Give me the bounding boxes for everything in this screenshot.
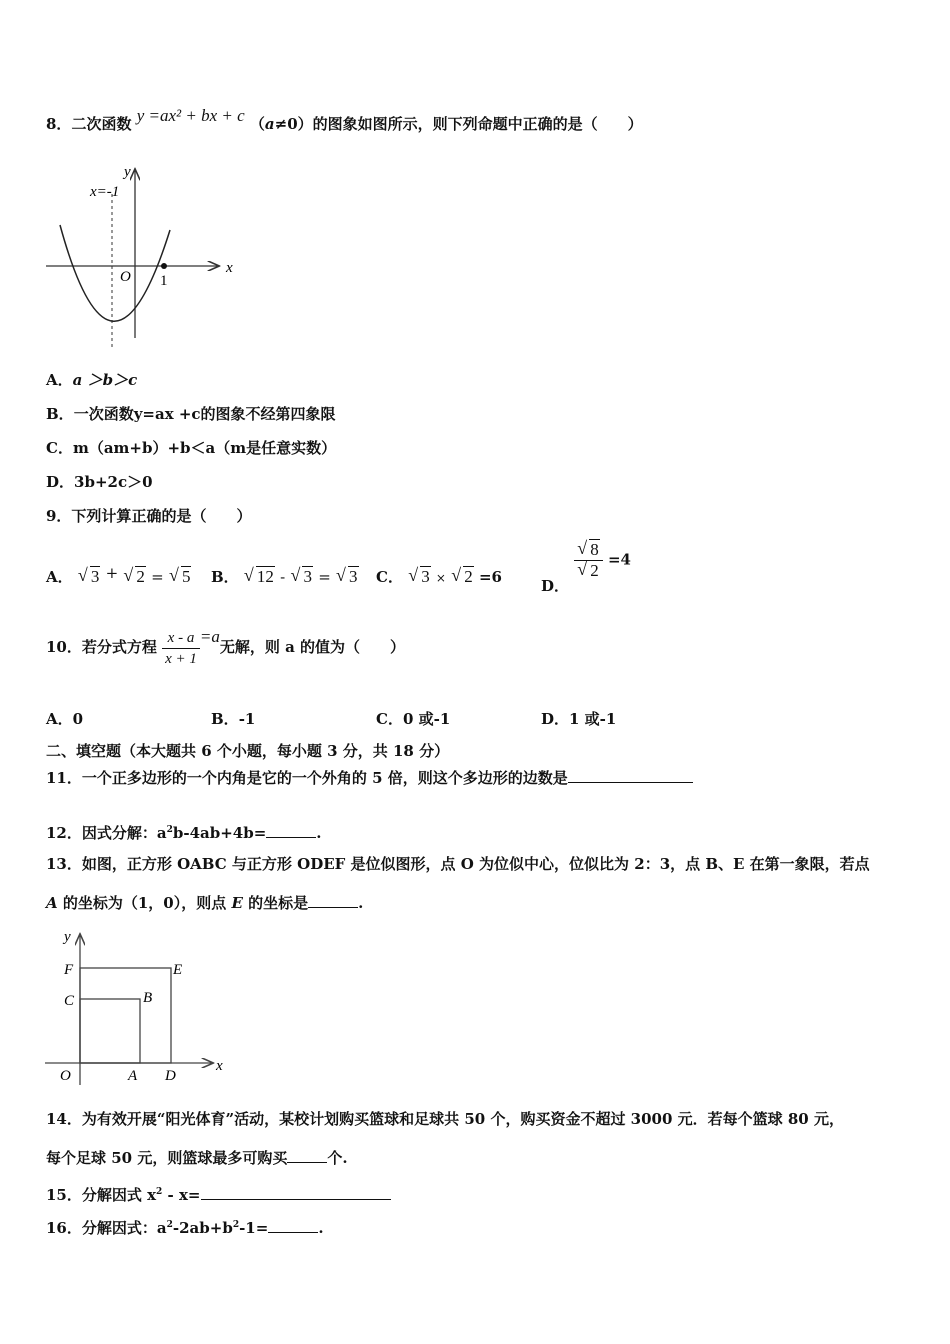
q8-option-c: C．m（am+b）+b＜a（m是任意实数） — [46, 439, 337, 457]
q15-answer-blank[interactable] — [201, 1184, 391, 1200]
q10-option-d: D．1 或-1 — [541, 710, 617, 728]
q12: 12．因式分解：$a^2b-4ab+4b=$ . — [46, 824, 322, 842]
q14-answer-blank[interactable] — [287, 1147, 327, 1163]
q13-line2: A 的坐标为（1，0），则点 E 的坐标是 . — [46, 894, 364, 912]
q8-parabola-graph — [40, 160, 250, 355]
q16: 16．分解因式：$a^2-2ab+b^2-1=$ . — [46, 1219, 324, 1237]
q13-answer-blank[interactable] — [308, 892, 358, 908]
q11-answer-blank[interactable] — [568, 767, 693, 783]
q9-option-c: C． √ 3 × √ 2 =6 — [376, 566, 502, 587]
q8-option-b: B．一次函数y=ax +c的图象不经第四象限 — [46, 405, 336, 423]
q14-line2: 每个足球 50 元，则篮球最多可购买 个. — [46, 1149, 348, 1167]
parabola-curve — [60, 225, 170, 321]
square-odef — [80, 968, 171, 1063]
q8-option-d: D．3b+2c＞0 — [46, 473, 153, 491]
q10-option-a: A．0 — [46, 710, 84, 728]
point-d-label: D — [165, 1068, 176, 1084]
q16-answer-blank[interactable] — [268, 1217, 318, 1233]
x-axis-label: x — [226, 260, 233, 276]
axis-of-symmetry-label: x=-1 — [90, 184, 120, 200]
point-x-1 — [161, 263, 167, 269]
q8-stem: 8．二次函数 y =ax² + bx + c （a≠0）的图象如图所示，则下列命题中正确的是（ ） — [46, 106, 643, 133]
q11: 11．一个正多边形的一个内角是它的一个外角的 5 倍，则这个多边形的边数是 — [46, 767, 693, 788]
q13-line1: 13．如图，正方形 OABC 与正方形 ODEF 是位似图形，点 O 为位似中心，位似比为 2：3，点 B、E 在第一象限，若点 — [46, 855, 870, 873]
q9-stem: 9．下列计算正确的是（ ） — [46, 507, 252, 525]
q10-option-b: B．-1 — [211, 710, 256, 728]
q10-stem: 10．若分式方程 $\frac{x - a}{x + 1}$ =a无解，则 a 的值为（ ） — [46, 627, 406, 667]
q10-option-c: C．0 或-1 — [376, 710, 451, 728]
q8-formula: y =ax² + bx + c — [136, 106, 245, 125]
point-a-label: A — [128, 1068, 138, 1084]
point-label: 1 — [160, 273, 168, 289]
point-e-label: E — [173, 962, 183, 978]
point-f-label: F — [64, 962, 74, 978]
q9-option-b: B． √ 12 - √ 3 = √ 3 — [211, 566, 359, 587]
square-oabc — [80, 999, 140, 1063]
x-label: x — [216, 1058, 223, 1074]
q9-option-d: D． √ 8 √ 2 =4 — [541, 540, 631, 581]
q12-answer-blank[interactable] — [266, 822, 316, 838]
point-c-label: C — [64, 993, 75, 1009]
q13-squares-graph — [40, 925, 240, 1090]
q15: 15．分解因式 $x^2 - x=$ — [46, 1182, 391, 1205]
origin-label: O — [120, 269, 131, 285]
section-2-title: 二、填空题（本大题共 6 个小题，每小题 3 分，共 18 分） — [46, 742, 450, 760]
origin-label: O — [60, 1068, 71, 1084]
y-axis-label: y — [124, 164, 131, 180]
point-b-label: B — [143, 990, 153, 1006]
q10-fraction: $\frac{x - a}{x + 1}$ — [162, 628, 200, 669]
q14-line1: 14．为有效开展“阳光体育”活动，某校计划购买篮球和足球共 50 个，购买资金不超过 3000 元．若每个篮球 80 元， — [46, 1110, 844, 1128]
q9-option-a: A． √ 3 + √ 2 = √ 5 — [46, 566, 191, 587]
y-label: y — [64, 929, 71, 945]
q8-option-a: A．a ＞b＞c — [46, 371, 138, 389]
